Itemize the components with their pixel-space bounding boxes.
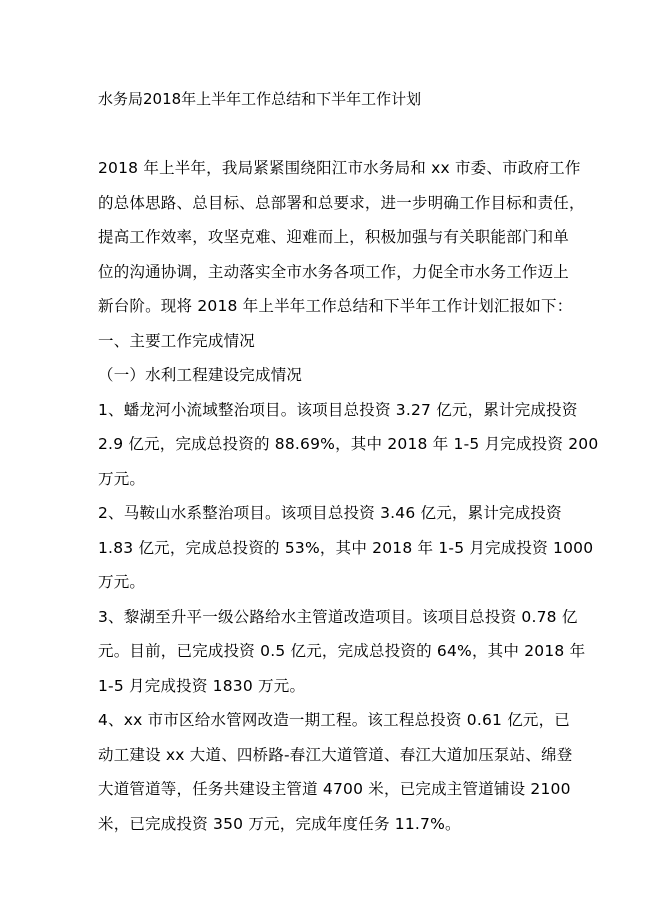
item-line: 2、马鞍山水系整治项目。该项目总投资 3.46 亿元，累计完成投资 (98, 504, 562, 522)
item-line: 1、蟠龙河小流域整治项目。该项目总投资 3.27 亿元，累计完成投资 (98, 400, 578, 419)
section-heading: 一、主要工作完成情况 (98, 331, 256, 350)
item-line: 4、xx 市市区给水管网改造一期工程。该工程总投资 0.61 亿元，已 (98, 711, 571, 729)
item-line: 大道管道等，任务共建设主管道 4700 米，已完成主管道铺设 2100 (98, 780, 571, 798)
item-line: 3、黎湖至升平一级公路给水主管道改造项目。该项目总投资 0.78 亿 (98, 607, 578, 626)
paragraph-line: 新台阶。现将 2018 年上半年工作总结和下半年工作计划汇报如下： (98, 297, 573, 315)
paragraph-line: 的总体思路、总目标、总部署和总要求，进一步明确工作目标和责任， (98, 193, 585, 212)
subsection-heading: （一）水利工程建设完成情况 (98, 366, 303, 384)
item-line: 动工建设 xx 大道、四桥路-春江大道管道、春江大道加压泵站、绵登 (98, 745, 573, 764)
paragraph-line: 2018 年上半年，我局紧紧围绕阳江市水务局和 xx 市委、市政府工作 (98, 159, 581, 177)
document-title: 水务局2018年上半年工作总结和下半年工作计划 (98, 90, 422, 108)
item-line: 万元。 (98, 469, 146, 488)
document-body (98, 151, 599, 841)
item-line: 万元。 (98, 573, 146, 591)
item-line: 米，已完成投资 350 万元，完成年度任务 11.7%。 (98, 814, 461, 833)
item-line: 2.9 亿元，完成总投资的 88.69%，其中 2018 年 1-5 月完成投资 200 (98, 435, 599, 453)
paragraph-line: 位的沟通协调，主动落实全市水务各项工作，力促全市水务工作迈上 (98, 262, 570, 281)
item-line: 1-5 月完成投资 1830 万元。 (98, 676, 306, 695)
item-line: 1.83 亿元，完成总投资的 53%，其中 2018 年 1-5 月完成投资 1000 (98, 538, 594, 557)
item-line: 元。目前，已完成投资 0.5 亿元，完成总投资的 64%，其中 2018 年 (98, 642, 586, 660)
paragraph-line: 提高工作效率，攻坚克难、迎难而上，积极加强与有关职能部门和单 (98, 228, 570, 246)
